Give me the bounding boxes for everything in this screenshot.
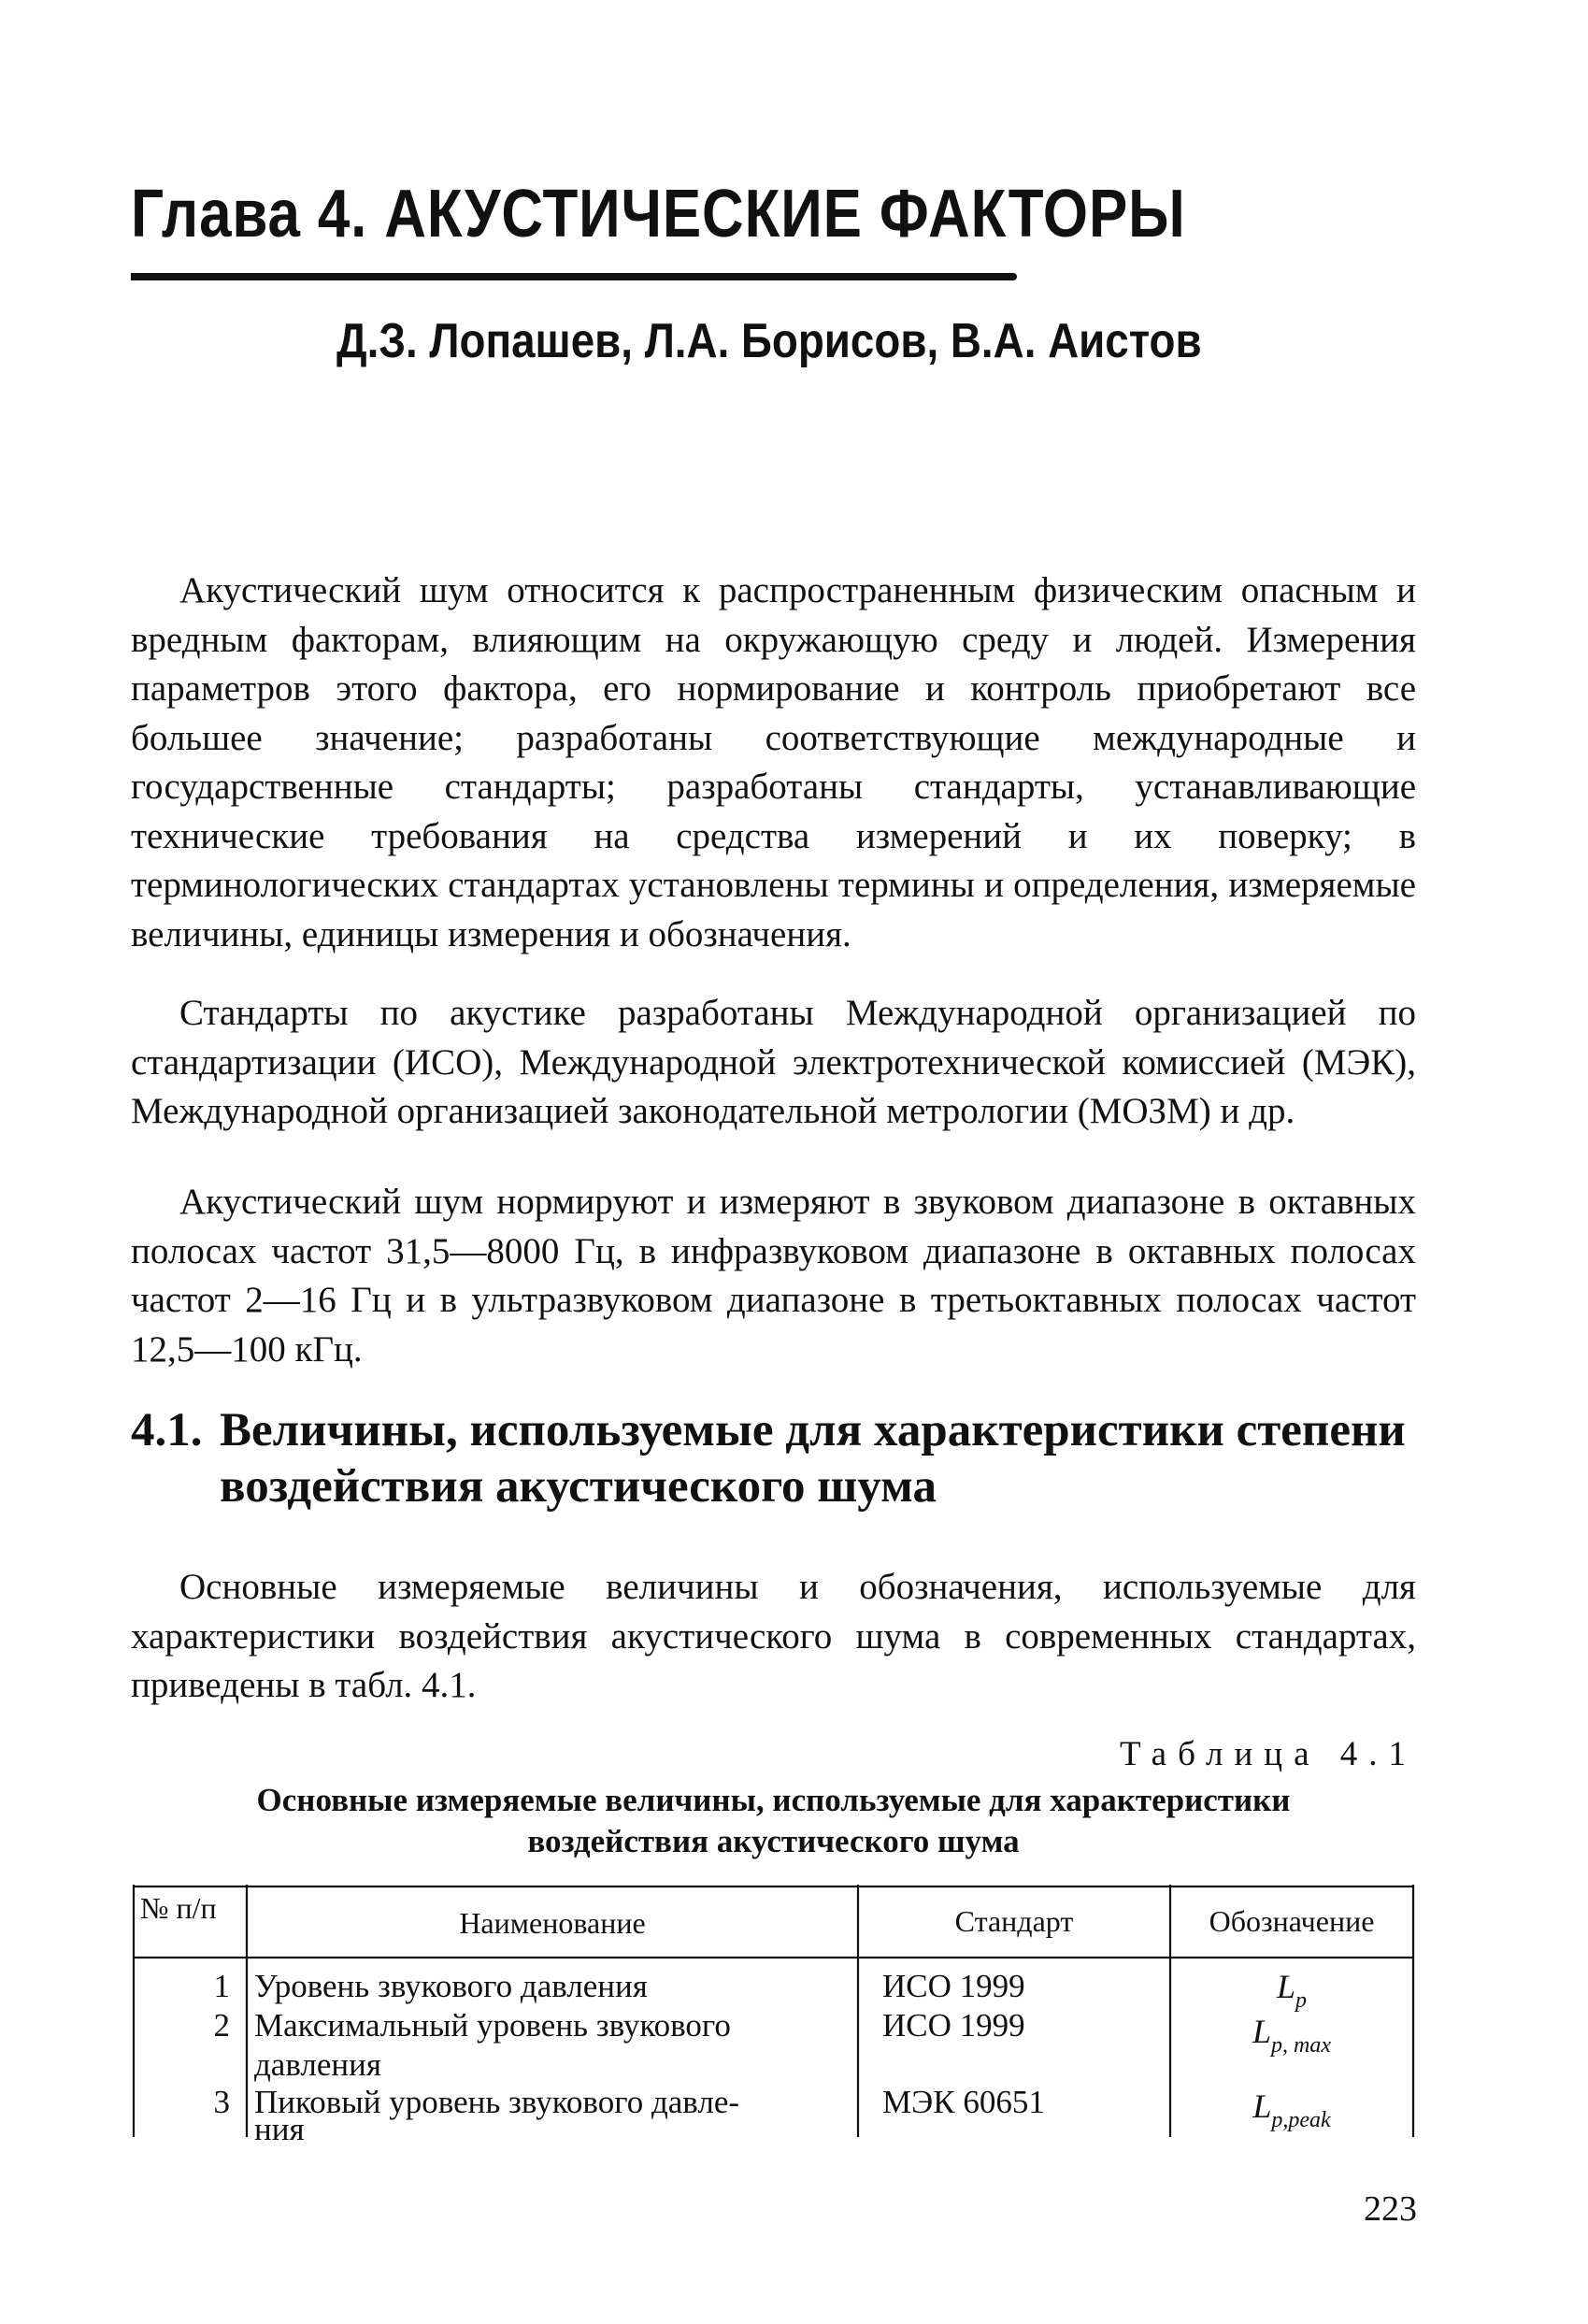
section-title-line1: Величины, используемые для характеристики степени bbox=[220, 1404, 1406, 1456]
section-number: 4.1. bbox=[131, 1404, 203, 1456]
chapter-title-rule bbox=[131, 273, 1017, 280]
intro-paragraph-1 bbox=[131, 567, 1416, 959]
row-2-standard: ИСО 1999 bbox=[882, 2007, 1025, 2044]
row-2-symbol bbox=[1170, 2012, 1413, 2065]
page-number: 223 bbox=[1364, 2189, 1417, 2229]
row-2-name-line2: давления bbox=[254, 2046, 381, 2083]
table-label: Таблица 4.1 bbox=[1120, 1735, 1417, 1773]
section-paragraph bbox=[131, 1563, 1416, 1711]
row-2-name-line1: Максимальный уровень звукового bbox=[254, 2007, 731, 2044]
row-3-symbol bbox=[1170, 2087, 1413, 2140]
row-3-name-line2: ния bbox=[254, 2111, 305, 2147]
header-symbol: Обозначение bbox=[1209, 1904, 1375, 1938]
row-1-name: Уровень звукового давления bbox=[254, 1968, 648, 2004]
paragraph-text: Основные измеряемые величины и обозначения, используемые для характеристики воздействия акустического шума в современных стандартах, приведены в табл. 4.1. bbox=[131, 1567, 1416, 1705]
paragraph-text: Стандарты по акустике разработаны Международной организацией по стандартизации (ИСО), Международной электротехнической комиссией (МЭК), Международной организацией законодательной метрологии (МОЗМ) и др. bbox=[131, 993, 1416, 1131]
symbol-base: L bbox=[1252, 2013, 1272, 2050]
chapter-authors: Д.З. Лопашев, Л.А. Борисов, В.А. Аистов bbox=[336, 314, 1202, 368]
row-1-standard: ИСО 1999 bbox=[882, 1968, 1025, 2004]
row-3-name-line1: Пиковый уровень звукового давле- bbox=[254, 2084, 740, 2120]
symbol-subscript: p,peak bbox=[1271, 2108, 1331, 2132]
measurement-table bbox=[133, 1885, 1414, 2147]
header-name: Наименование bbox=[459, 1906, 646, 1940]
symbol-base: L bbox=[1252, 2087, 1272, 2125]
table-title-line1: Основные измеряемые величины, используемые для характеристики bbox=[256, 1782, 1291, 1818]
row-1-num: 1 bbox=[213, 1968, 230, 2004]
table-title-line2: воздействия акустического шума bbox=[527, 1823, 1020, 1859]
header-standard: Стандарт bbox=[954, 1904, 1074, 1938]
symbol-subscript: p, max bbox=[1271, 2033, 1331, 2058]
chapter-title: Глава 4. АКУСТИЧЕСКИЕ ФАКТОРЫ bbox=[131, 177, 1186, 251]
table-title bbox=[131, 1780, 1416, 1862]
header-num: № п/п bbox=[140, 1891, 217, 1925]
row-2-num: 2 bbox=[213, 2007, 230, 2044]
symbol-subscript: p bbox=[1295, 1988, 1308, 2013]
intro-paragraph-3 bbox=[131, 1178, 1416, 1374]
paragraph-text: Акустический шум нормируют и измеряют в звуковом диапазоне в октавных полосах частот 31,5—8000 Гц, в инфразвуковом диапазоне в октавных полосах частот 2—16 Гц и в ультразвуковом диапазоне в третьоктавных полосах частот 12,5—100 кГц. bbox=[131, 1182, 1416, 1370]
symbol-base: L bbox=[1276, 1968, 1296, 2005]
section-title-line2: воздействия акустического шума bbox=[220, 1460, 937, 1513]
row-3-standard: МЭК 60651 bbox=[882, 2084, 1045, 2120]
intro-paragraph-2 bbox=[131, 989, 1416, 1137]
section-heading bbox=[131, 1402, 1421, 1514]
paragraph-text: Акустический шум относится к распространенным физическим опасным и вредным факторам, влияющим на окружающую среду и людей. Измерения параметров этого фактора, его нормирование и контроль приобретают все большее значение; разработаны соответствующие международные и государственные стандарты; разработаны стандарты, устанавливающие технические требования на средства измерений и их поверку; в терминологических стандартах установлены термины и определения, измеряемые величины, единицы измерения и обозначения. bbox=[131, 570, 1416, 954]
row-3-num: 3 bbox=[213, 2084, 230, 2120]
